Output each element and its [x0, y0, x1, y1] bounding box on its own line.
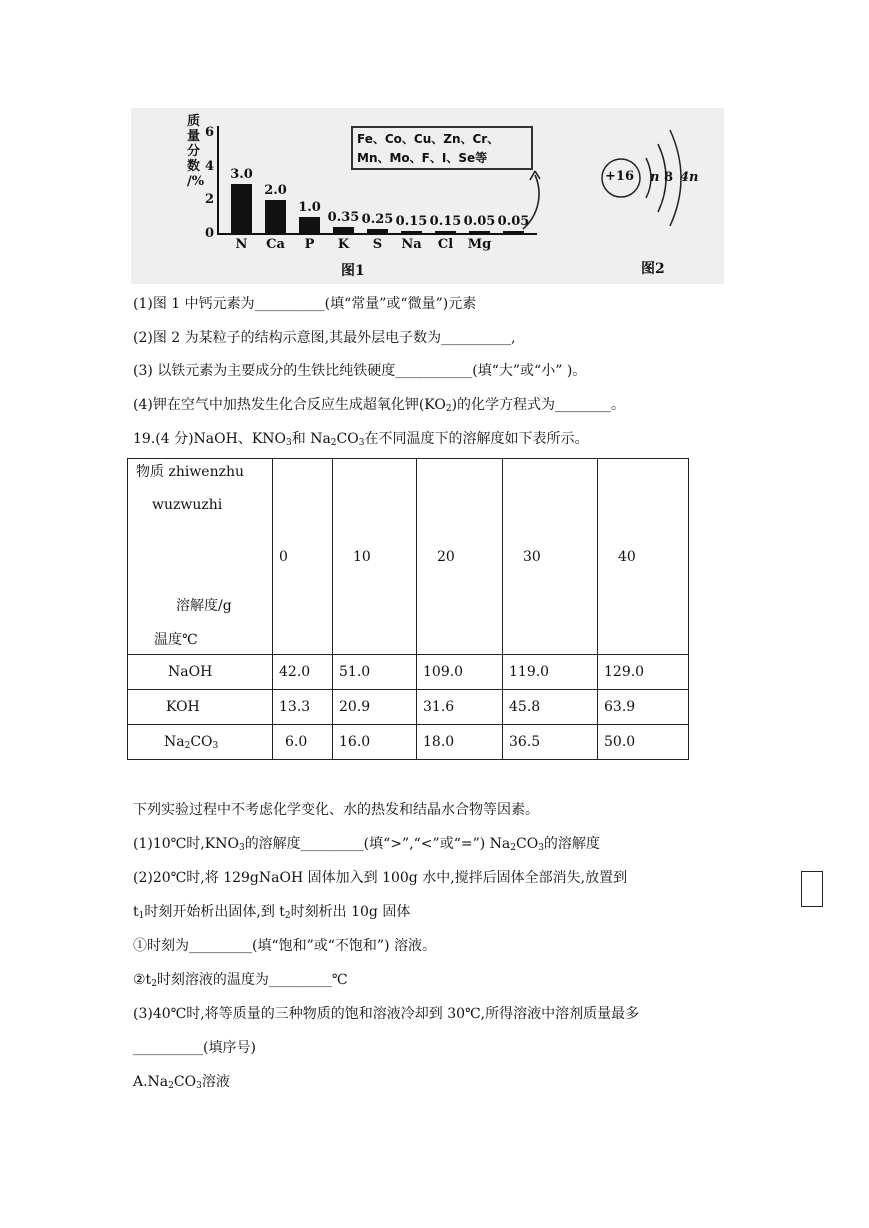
- q19-sub3b: __________(填序号): [133, 1040, 256, 1056]
- trace-elements-callout: Fe、Co、Cu、Zn、Cr、 Mn、Mo、F、I、Se等: [351, 126, 533, 170]
- y-tick-0: 0: [205, 226, 215, 241]
- shell-3-electrons: 4n: [680, 170, 699, 185]
- bar: [401, 231, 422, 233]
- q18-part2: (2)图 2 为某粒子的结构示意图,其最外层电子数为__________,: [133, 330, 516, 346]
- bar: [265, 200, 286, 233]
- q19-sub1: (1)10℃时$,KNO_3$的溶解度_________(填“>”,“<”或“=”) $Na_2CO_3$的溶解度: [133, 836, 600, 853]
- bar: [469, 231, 490, 233]
- bar: [333, 227, 354, 233]
- bar-value-label: 0.15: [395, 213, 428, 229]
- temp-header: 0: [273, 459, 333, 655]
- bar-value-label: 3.0: [230, 166, 253, 182]
- bar-category-label: Ca: [266, 237, 285, 252]
- bar-value-label: 2.0: [264, 183, 287, 198]
- y-tick-4: 4: [205, 159, 215, 174]
- y-axis: [217, 126, 219, 235]
- temp-header: 20: [417, 459, 503, 655]
- q19-sub2b: $t_1$时刻开始析出固体,到 $t_2$时刻析出 10g 固体: [133, 904, 411, 921]
- q18-part4: (4)钾在空气中加热发生化合反应生成超氧化钾$(KO_2)$的化学方程式为________。: [133, 397, 626, 414]
- table-row: NaOH 42.0 51.0 109.0 119.0 129.0: [128, 655, 689, 690]
- fig1-label: 图1: [341, 263, 365, 279]
- q18-part1: (1)图 1 中钙元素为__________(填“常量”或“微量”)元素: [133, 296, 477, 312]
- shell-2-electrons: 8: [664, 170, 674, 185]
- temp-header: 30: [503, 459, 598, 655]
- header-corner-cell: 物质 zhiwenzhu wuzwuzhi 溶解度/g 温度℃: [128, 459, 273, 655]
- bar-category-label: P: [304, 237, 315, 252]
- bar-value-label: 0.05: [463, 214, 496, 229]
- bar-category-label: Mg: [467, 237, 492, 252]
- callout-arrow-icon: [511, 163, 551, 233]
- bar-category-label: K: [337, 237, 350, 252]
- q19-note: 下列实验过程中不考虑化学变化、水的热发和结晶水合物等因素。: [133, 802, 539, 818]
- solubility-table: [127, 458, 689, 760]
- y-tick-2: 2: [205, 192, 215, 207]
- bar: [435, 231, 456, 233]
- q19-sub2c: ①时刻为_________(填“饱和”或“不饱和”) 溶液。: [133, 938, 437, 954]
- y-tick-6: 6: [205, 125, 215, 140]
- q19-sub2: (2)20℃时,将 129gNaOH 固体加入到 100g 水中,搅拌后固体全部消失,放置到: [133, 870, 628, 886]
- bar-value-label: 1.0: [298, 199, 321, 215]
- shell-1-electrons: n: [650, 170, 660, 185]
- temp-header: 40: [598, 459, 689, 655]
- chemistry-figure: [131, 108, 724, 284]
- temp-header: 10: [333, 459, 417, 655]
- x-axis: [217, 233, 537, 235]
- fig2-label: 图2: [641, 261, 665, 277]
- table-row: $Na_2CO_3$ 6.0 16.0 18.0 36.5 50.0: [128, 725, 689, 760]
- table-row: KOH 13.3 20.9 31.6 45.8 63.9: [128, 690, 689, 725]
- bar-value-label: 0.05: [497, 214, 530, 229]
- bar: [299, 217, 320, 234]
- bar-value-label: 0.35: [327, 210, 360, 226]
- q19-sub2d: $②t_2$时刻溶液的温度为_________℃: [133, 972, 348, 989]
- bar: [367, 229, 388, 233]
- bar-value-label: 0.15: [429, 213, 462, 229]
- bar-category-label: N: [235, 237, 248, 252]
- q19-title: 19.(4 分)NaOH、$KNO_3$和 $Na_2CO_3$在不同温度下的溶解度如下表所示。: [133, 431, 589, 448]
- nucleus-charge: +16: [605, 169, 634, 184]
- q18-part3: (3) 以铁元素为主要成分的生铁比纯铁硬度___________(填“大”或“小” )。: [133, 363, 587, 379]
- bar-value-label: 0.25: [361, 211, 394, 227]
- y-axis-label: 质 量 分 数 /%: [187, 114, 205, 189]
- bar-category-label: Na: [401, 237, 422, 252]
- bar-category-label: S: [372, 237, 383, 252]
- bar: [231, 184, 252, 234]
- bar-category-label: Cl: [437, 237, 454, 252]
- table-header-row: [128, 459, 689, 655]
- q19-option-a: $A.Na_2CO_3$溶液: [133, 1074, 230, 1091]
- q19-sub3: (3)40℃时,将等质量的三种物质的饱和溶液冷却到 30℃,所得溶液中溶剂质量最多: [133, 1006, 640, 1022]
- margin-box: [801, 871, 823, 907]
